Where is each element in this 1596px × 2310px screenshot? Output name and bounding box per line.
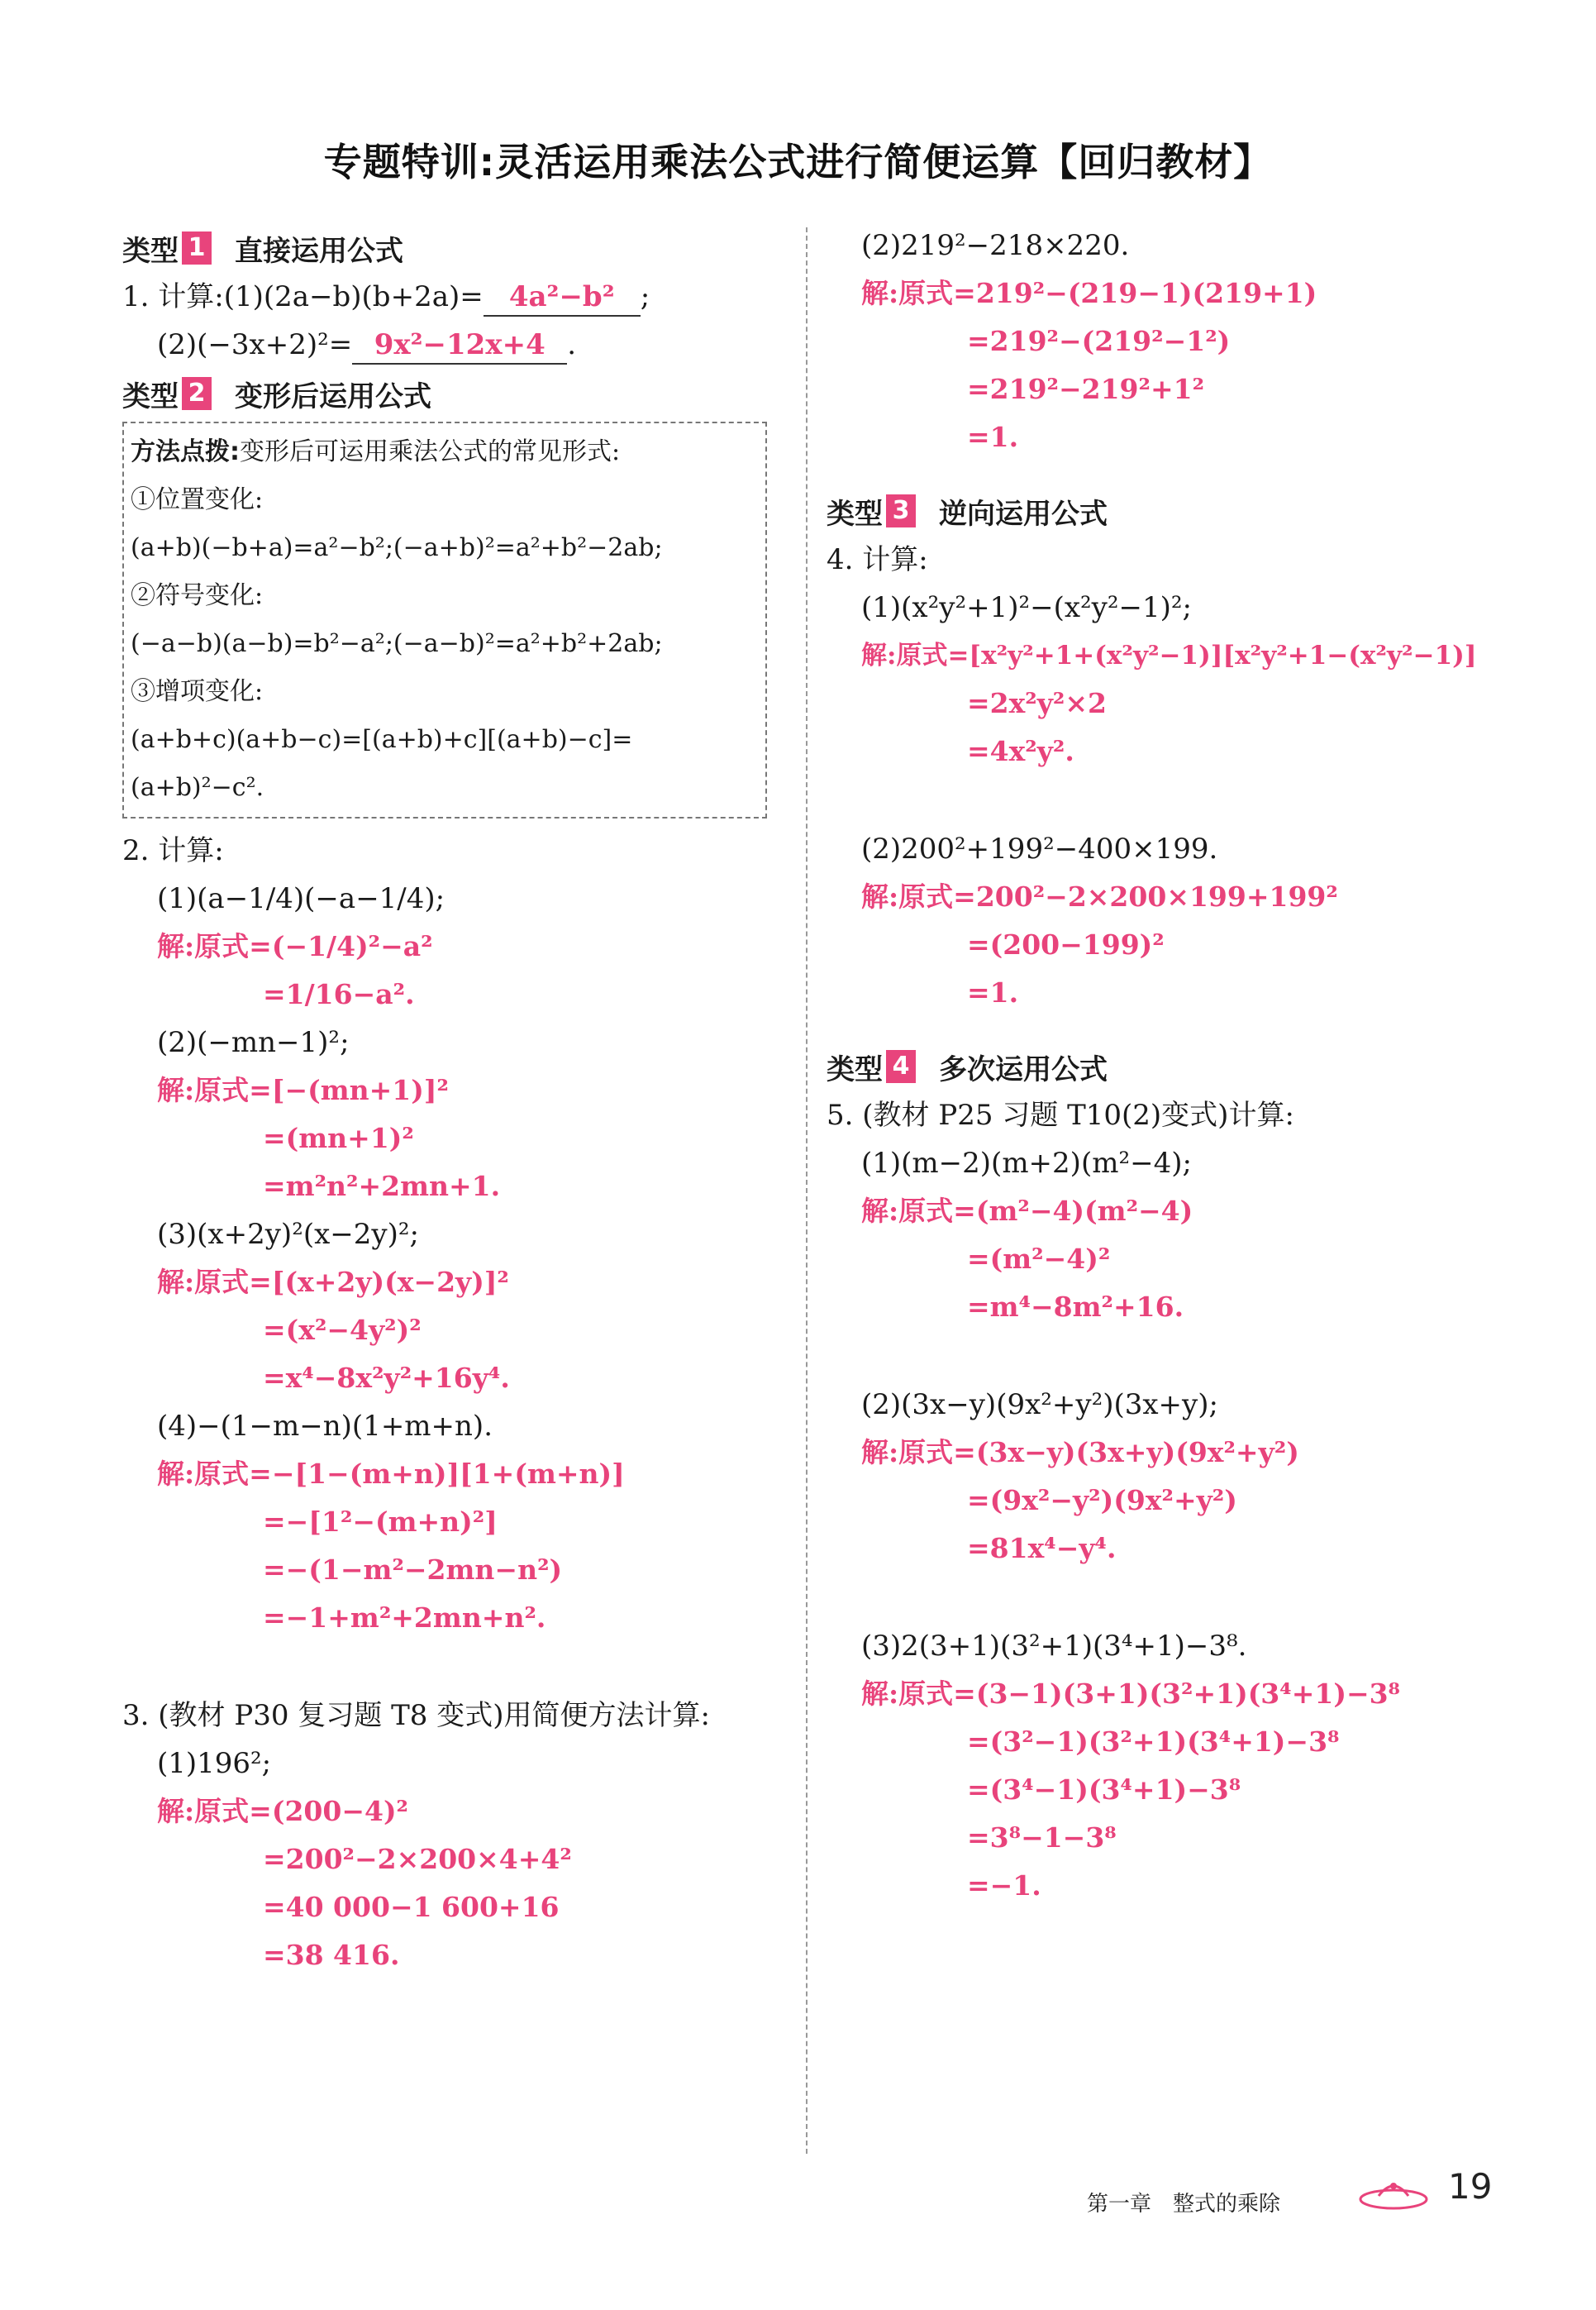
question-2-4: (4)−(1−m−n)(1+m+n). [157, 1410, 493, 1443]
question-text: ; [640, 280, 650, 313]
solution-line: =−1+m²+2mn+n². [263, 1601, 546, 1634]
type-3-header [827, 486, 1504, 536]
solution-line: =2x²y²×2 [967, 687, 1107, 719]
type-badge-1: 1 [182, 231, 212, 265]
question-5-2: (2)(3x−y)(9x²+y²)(3x+y); [861, 1388, 1218, 1421]
type-prefix: 类型 [827, 497, 883, 531]
column-divider [806, 227, 808, 2154]
solution-line: =3⁸−1−3⁸ [967, 1821, 1117, 1854]
question-4-1: (1)(x²y²+1)²−(x²y²−1)²; [861, 591, 1192, 624]
spacer [827, 1573, 1504, 1622]
solution-line: =1/16−a². [263, 978, 415, 1010]
answer-blank: 9x²−12x+4 [352, 327, 567, 365]
page-title: 专题特训:灵活运用乘法公式进行简便运算【回归教材】 [323, 140, 1273, 184]
solution-line: 解:原式=(−1/4)²−a² [157, 930, 433, 962]
solution-line: 解:原式=[(x+2y)(x−2y)]² [157, 1266, 509, 1298]
type-badge-2: 2 [182, 377, 212, 410]
question-text: 1. 计算:(1)(2a−b)(b+2a)= [122, 280, 484, 313]
solution-line: =219²−219²+1² [967, 373, 1205, 405]
right-column [827, 222, 1504, 1910]
solution-line: 解:原式=−[1−(m+n)][1+(m+n)] [157, 1458, 625, 1490]
question-3-2: (2)219²−218×220. [861, 229, 1130, 262]
spacer [122, 1642, 784, 1692]
question-text: . [567, 328, 577, 361]
type-label-1: 直接运用公式 [235, 234, 403, 268]
solution-line: =1. [967, 976, 1019, 1009]
tip-text: ①位置变化: [131, 485, 264, 514]
solution-line: =(mn+1)² [263, 1122, 414, 1154]
type-1-header [122, 223, 784, 273]
question-4: 4. 计算: [827, 543, 928, 576]
type-prefix: 类型 [122, 379, 179, 413]
question-4-2: (2)200²+199²−400×199. [861, 833, 1218, 866]
tip-text: (a+b)²−c². [131, 773, 264, 802]
question-5-1: (1)(m−2)(m+2)(m²−4); [861, 1147, 1192, 1180]
solution-line: =(9x²−y²)(9x²+y²) [967, 1484, 1237, 1516]
solution-line: 解:原式=(m²−4)(m²−4) [861, 1195, 1193, 1227]
question-1-2 [122, 321, 784, 369]
solution-line: 解:原式=(200−4)² [157, 1795, 409, 1827]
tip-text: (−a−b)(a−b)=b²−a²;(−a−b)²=a²+b²+2ab; [131, 629, 663, 658]
solution-line: =(m²−4)² [967, 1243, 1111, 1275]
question-5-3: (3)2(3+1)(3²+1)(3⁴+1)−3⁸. [861, 1630, 1247, 1663]
question-3: 3. (教材 P30 复习题 T8 变式)用简便方法计算: [122, 1699, 710, 1732]
solution-line: =200²−2×200×4+4² [263, 1843, 572, 1875]
question-text: (2)(−3x+2)²= [157, 328, 353, 361]
solution-line: 解:原式=(3−1)(3+1)(3²+1)(3⁴+1)−3⁸ [861, 1678, 1401, 1710]
chapter-footer: 第一章 整式的乘除 [1087, 2192, 1281, 2217]
spacer [827, 776, 1504, 825]
solution-line: =219²−(219²−1²) [967, 325, 1231, 357]
answer-blank: 4a²−b² [484, 279, 641, 317]
question-2-1: (1)(a−1/4)(−a−1/4); [157, 882, 445, 915]
solution-line: =40 000−1 600+16 [263, 1891, 560, 1923]
spacer [827, 461, 1504, 486]
tip-text: ③增项变化: [131, 677, 264, 706]
solution-line: 解:原式=219²−(219−1)(219+1) [861, 277, 1317, 309]
type-badge-4: 4 [886, 1050, 916, 1083]
spacer [827, 1017, 1504, 1042]
question-2: 2. 计算: [122, 834, 224, 867]
type-4-header [827, 1042, 1504, 1091]
solution-line: =4x²y². [967, 735, 1074, 767]
solution-line: =(3²−1)(3²+1)(3⁴+1)−3⁸ [967, 1725, 1340, 1758]
solution-line: =−1. [967, 1869, 1041, 1902]
type-label-2: 变形后运用公式 [235, 379, 431, 413]
solution-line: =81x⁴−y⁴. [967, 1532, 1117, 1564]
question-3-1: (1)196²; [157, 1747, 272, 1780]
solution-line: 解:原式=(3x−y)(3x+y)(9x²+y²) [861, 1436, 1299, 1468]
type-prefix: 类型 [122, 234, 179, 268]
tip-text: ②符号变化: [131, 581, 264, 610]
question-2-2: (2)(−mn−1)²; [157, 1026, 350, 1059]
spacer [827, 1331, 1504, 1381]
question-5: 5. (教材 P25 习题 T10(2)变式)计算: [827, 1099, 1294, 1132]
publisher-logo-icon [1355, 2174, 1432, 2211]
question-1-1 [122, 273, 784, 321]
solution-line: =(3⁴−1)(3⁴+1)−3⁸ [967, 1773, 1241, 1806]
solution-line: =(x²−4y²)² [263, 1314, 422, 1346]
solution-line: =m⁴−8m²+16. [967, 1291, 1184, 1323]
solution-line: =38 416. [263, 1939, 400, 1971]
solution-line: =(200−199)² [967, 928, 1165, 961]
solution-line: =−[1²−(m+n)²] [263, 1506, 498, 1538]
page-number: 19 [1448, 2166, 1493, 2207]
question-2-3: (3)(x+2y)²(x−2y)²; [157, 1218, 419, 1251]
type-label-4: 多次运用公式 [939, 1052, 1108, 1086]
tip-text: (a+b+c)(a+b−c)=[(a+b)+c][(a+b)−c]= [131, 725, 633, 754]
solution-line: =−(1−m²−2mn−n²) [263, 1554, 563, 1586]
solution-line: =x⁴−8x²y²+16y⁴. [263, 1362, 510, 1394]
type-2-header [122, 369, 784, 418]
tip-text: 变形后可运用乘法公式的常见形式: [240, 437, 621, 466]
type-prefix: 类型 [827, 1052, 883, 1086]
solution-line: =1. [967, 421, 1019, 453]
left-column [122, 223, 784, 1979]
type-label-3: 逆向运用公式 [939, 497, 1108, 531]
solution-line: =m²n²+2mn+1. [263, 1170, 501, 1202]
tip-text: (a+b)(−b+a)=a²−b²;(−a+b)²=a²+b²−2ab; [131, 533, 663, 562]
solution-line: 解:原式=[−(mn+1)]² [157, 1074, 449, 1106]
method-tip-box [122, 422, 767, 819]
solution-line: 解:原式=200²−2×200×199+199² [861, 881, 1338, 913]
type-badge-3: 3 [886, 494, 916, 527]
tip-heading: 方法点拨: [131, 437, 240, 466]
solution-line: 解:原式=[x²y²+1+(x²y²−1)][x²y²+1−(x²y²−1)] [861, 641, 1477, 671]
